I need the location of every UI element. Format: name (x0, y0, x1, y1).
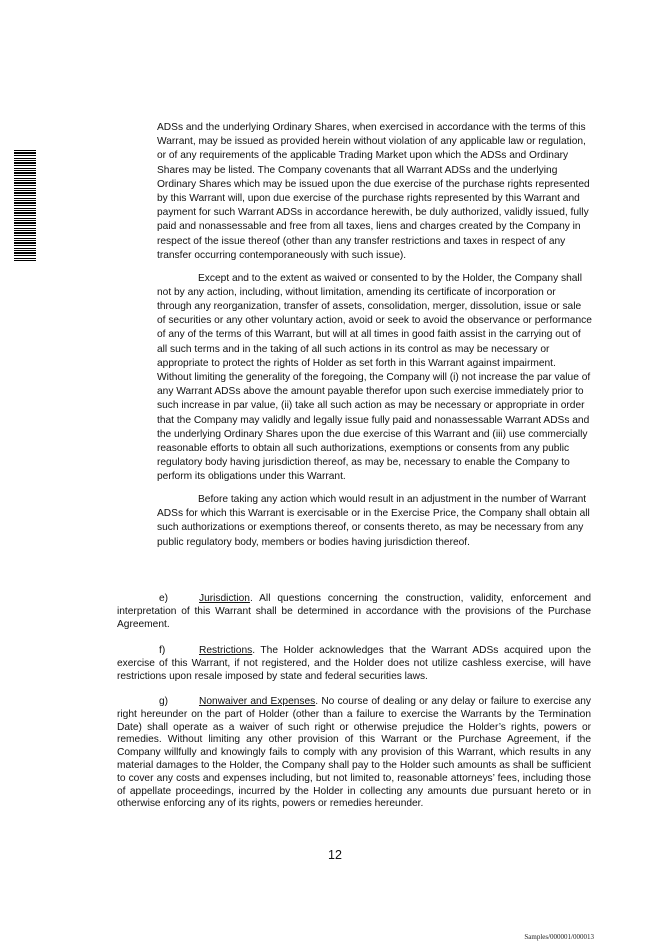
section-number: g) (159, 696, 169, 707)
section-text: . All questions concerning the construction, validity, enforcement and interpretation of this Warrant shall be determined in accordance with the provisions of the Purchase Agreement. (117, 593, 591, 630)
section-heading: Nonwaiver and Expenses (199, 696, 316, 707)
section-jurisdiction (117, 593, 591, 631)
indented-body (157, 121, 592, 558)
section-nonwaiver (117, 696, 591, 811)
section-restrictions (117, 645, 591, 683)
section-heading: Restrictions (199, 645, 253, 656)
section-heading: Jurisdiction (199, 593, 250, 604)
section-number: f) (159, 645, 166, 656)
section-number: e) (159, 593, 169, 604)
footer-reference: Samples/000001/000013 (524, 933, 594, 941)
page-number: 12 (328, 848, 342, 862)
paragraph-no-impairment: Except and to the extent as waived or consented to by the Holder, the Company shall not by any action, including, without limitation, amending its certificate of incorporation or through any reorganization, transfer of assets, consolidation, merger, dissolution, issue or sale of securities or any other voluntary action, avoid or seek to avoid the observance or performance of any of the terms of this Warrant, but will at all times in good faith assist in the carrying out of all such terms and in the taking of all such actions in its control as may be necessary or appropriate to protect the rights of Holder as set forth in this Warrant against impairment. Without limiting the generality of the foregoing, the Company will (i) not increase the par value of any Warrant ADSs above the amount payable therefor upon such exercise immediately prior to such increase in par value, (ii) take all such action as may be necessary or appropriate in order that the Company may validly and legally issue fully paid and nonassessable Warrant ADSs and the underlying Ordinary Shares upon the due exercise of this Warrant and (iii) use commercially reasonable efforts to obtain all such authorizations, exemptions or consents from any public regulatory body having jurisdiction thereof, as may be, necessary to enable the Company to perform its obligations under this Warrant. (157, 272, 592, 483)
section-text: . No course of dealing or any delay or failure to exercise any right hereunder on the part of Holder (other than a failure to exercise the Warrants by the Termination Date) shall operate as a waiver of such right or otherwise prejudice the Holder’s rights, powers or remedies. Without limiting any other provision of this Warrant or the Purchase Agreement, if the Company willfully and knowingly fails to comply with any provision of this Warrant, which results in any material damages to the Holder, the Company shall pay to the Holder such amounts as shall be sufficient to cover any costs and expenses including, but not limited to, reasonable attorneys’ fees, including those of appellate proceedings, incurred by the Holder in collecting any amounts due pursuant hereto or in otherwise enforcing any of its rights, powers or remedies hereunder. (117, 696, 592, 810)
side-barcode (14, 150, 36, 262)
paragraph-adss-issuance: ADSs and the underlying Ordinary Shares, when exercised in accordance with the terms of this Warrant, may be issued as provided herein without violation of any applicable law or regulation, or of any requirements of the applicable Trading Market upon which the ADSs and Ordinary Shares may be listed. The Company covenants that all Warrant ADSs and the underlying Ordinary Shares which may be issued upon the due exercise of the purchase rights represented by this Warrant will, upon due exercise of the purchase rights represented by this Warrant and payment for such Warrant ADSs in accordance herewith, be duly authorized, validly issued, fully paid and nonassessable and free from all taxes, liens and charges created by the Company in respect of the issue thereof (other than any transfer restrictions and taxes in respect of any transfer occurring contemporaneously with such issue). (157, 122, 590, 261)
paragraph-authorizations: Before taking any action which would result in an adjustment in the number of Warrant ADSs for which this Warrant is exercisable or in the Exercise Price, the Company shall obtain all such authorizations or exemptions thereof, or consents thereto, as may be necessary from any public regulatory body, members or bodies having jurisdiction thereof. (157, 494, 590, 548)
section-text: . The Holder acknowledges that the Warrant ADSs acquired upon the exercise of this Warrant, if not registered, and the Holder does not utilize cashless exercise, will have restrictions upon resale imposed by state and federal securities laws. (117, 645, 591, 682)
